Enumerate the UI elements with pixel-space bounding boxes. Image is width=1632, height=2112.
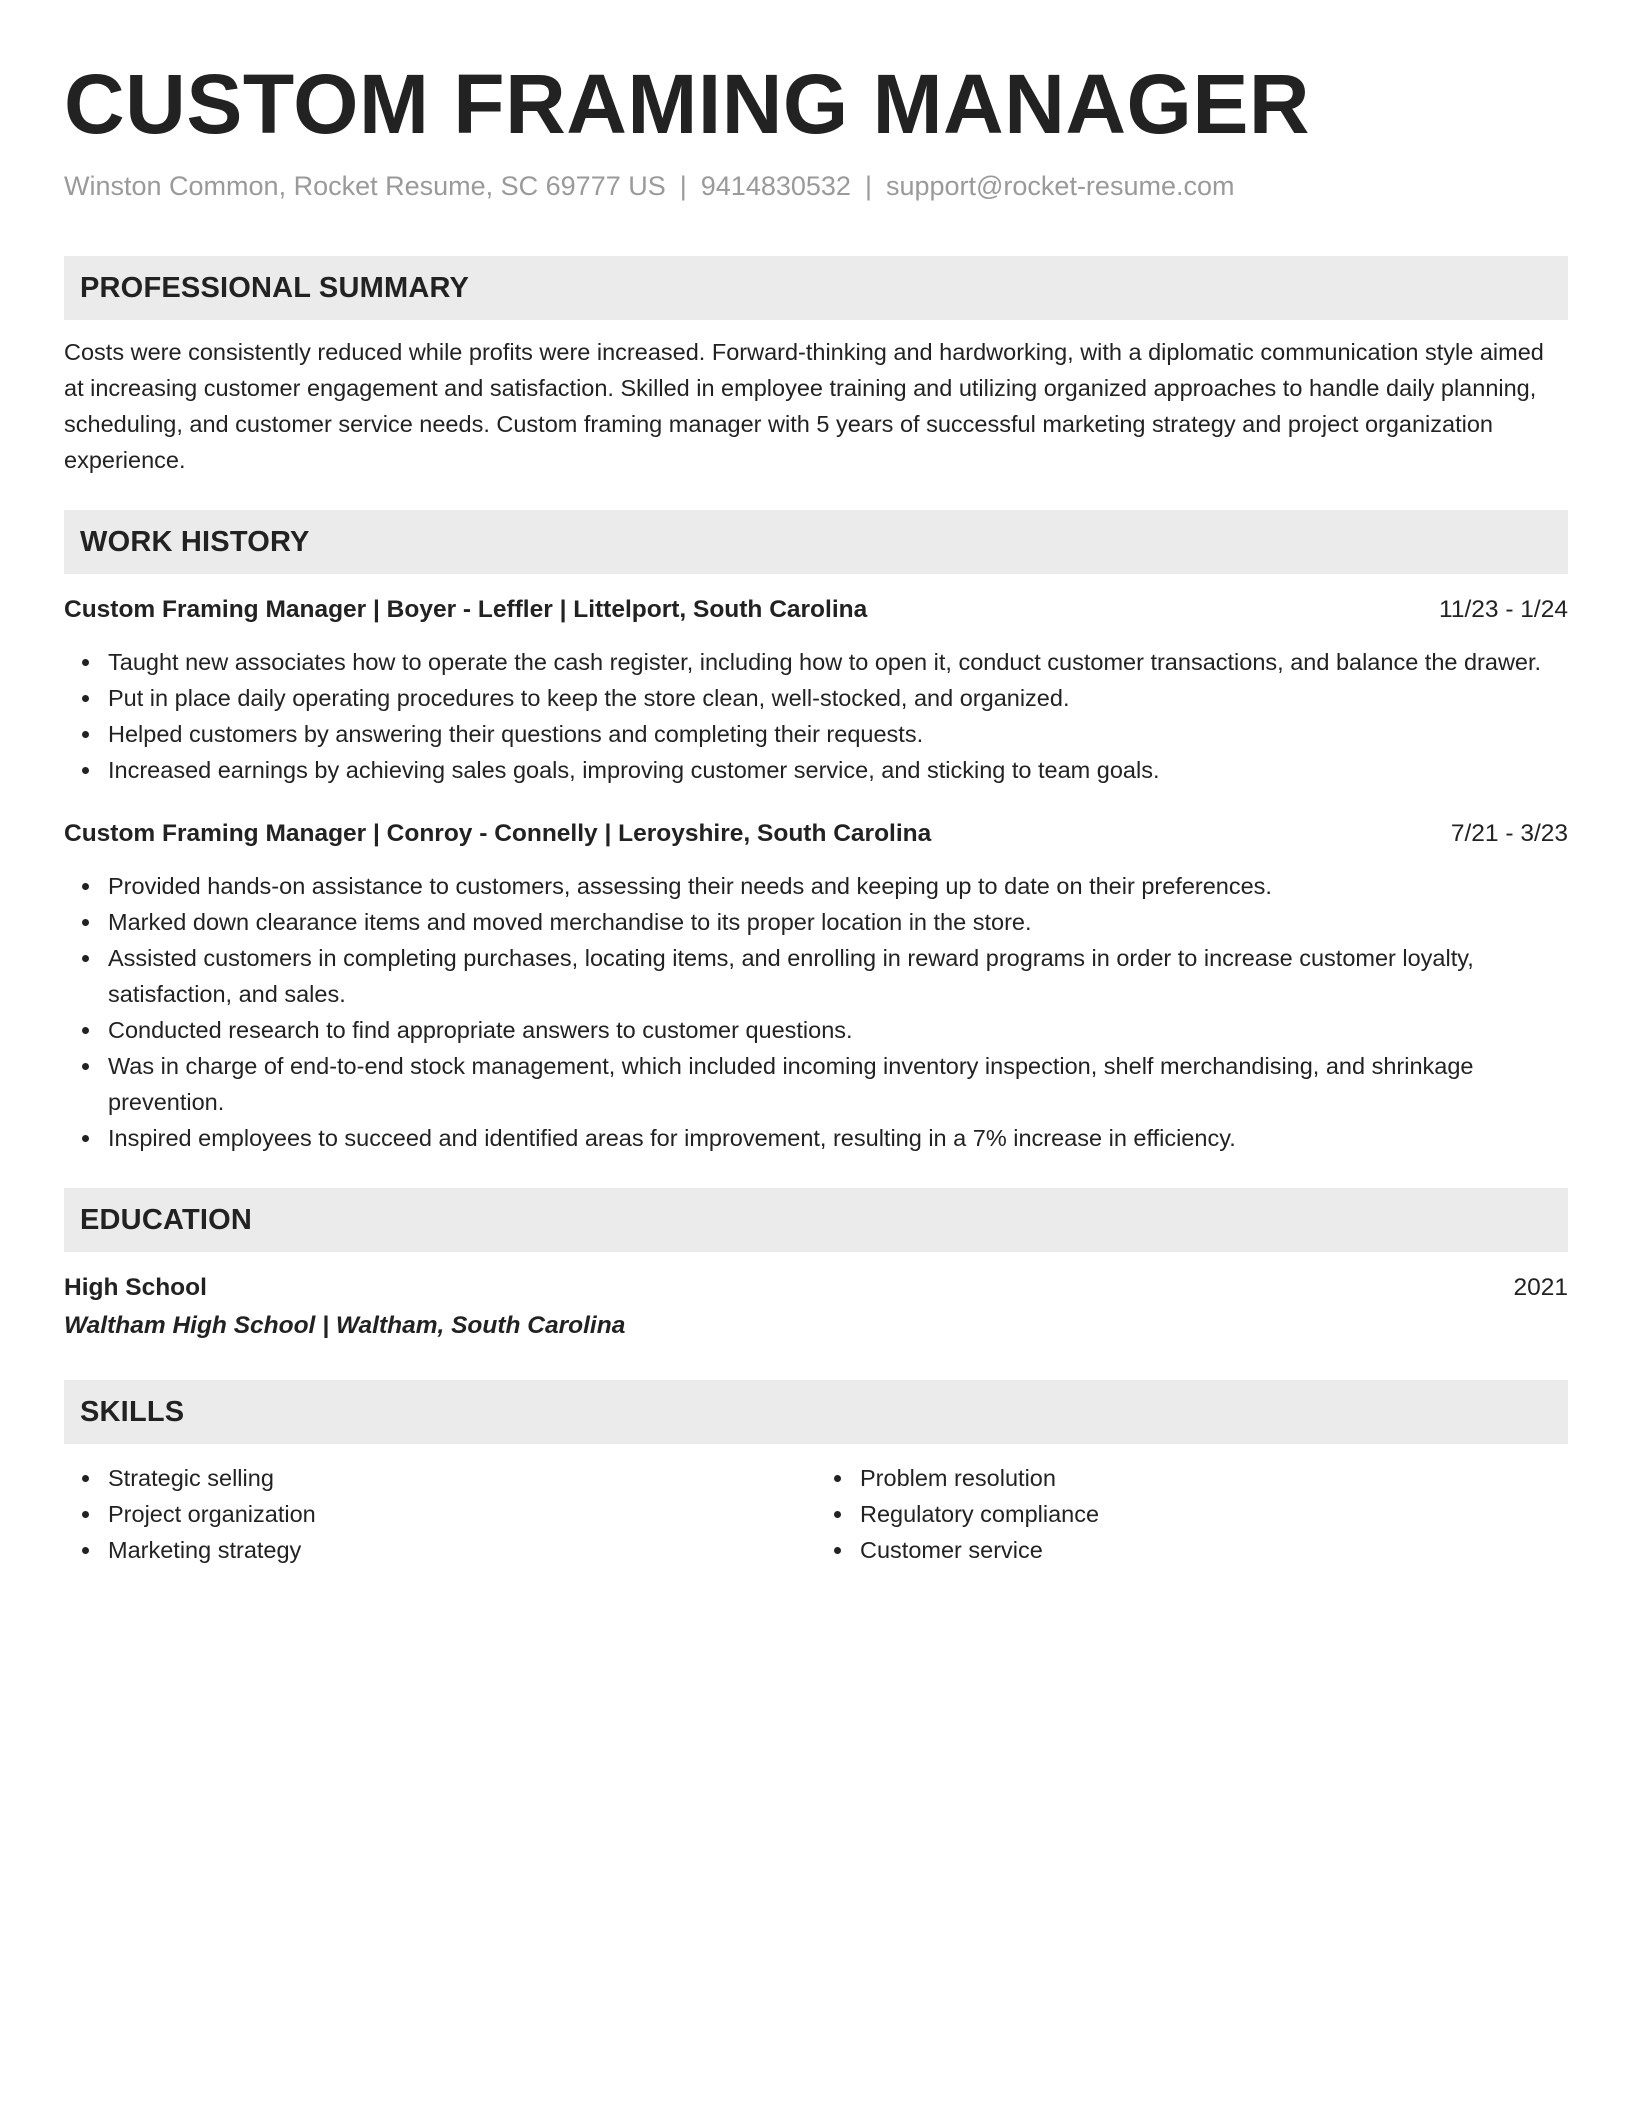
contact-address: Winston Common, Rocket Resume, SC 69777 US xyxy=(64,171,666,201)
job-header xyxy=(64,816,1568,852)
section-heading-skills: SKILLS xyxy=(64,1380,1568,1444)
job-bullet: Taught new associates how to operate the cash register, including how to open it, conduct customer transactions, and balance the drawer. xyxy=(108,644,1568,680)
skill-item: Marketing strategy xyxy=(108,1532,816,1568)
job-dates: 7/21 - 3/23 xyxy=(1450,820,1568,847)
skill-item: Problem resolution xyxy=(860,1460,1568,1496)
job-bullet: Conducted research to find appropriate answers to customer questions. xyxy=(108,1012,1568,1048)
education-year: 2021 xyxy=(1513,1274,1568,1301)
section-heading-work-history: WORK HISTORY xyxy=(64,510,1568,574)
skill-item: Customer service xyxy=(860,1532,1568,1568)
job-bullet: Put in place daily operating procedures to keep the store clean, well-stocked, and organized. xyxy=(108,680,1568,716)
skills-list xyxy=(64,1460,816,1568)
education-entry xyxy=(64,1270,1568,1344)
education-degree: High School xyxy=(64,1274,207,1301)
education-school: Waltham High School | Waltham, South Carolina xyxy=(64,1312,626,1339)
contact-line xyxy=(64,168,1568,204)
job-bullet-list xyxy=(64,868,1568,1156)
job-bullet: Increased earnings by achieving sales goals, improving customer service, and sticking to team goals. xyxy=(108,752,1568,788)
summary-paragraph: Costs were consistently reduced while profits were increased. Forward-thinking and hardworking, with a diplomatic communication style aimed at increasing customer engagement and satisfaction. Skilled in employee training and utilizing organized approaches to handle daily planning, scheduling, and customer service needs. Custom framing manager with 5 years of successful marketing strategy and project organization experience. xyxy=(64,339,1544,473)
job-bullet: Provided hands-on assistance to customers, assessing their needs and keeping up to date on their preferences. xyxy=(108,868,1568,904)
section-heading-education: EDUCATION xyxy=(64,1188,1568,1252)
skill-item: Project organization xyxy=(108,1496,816,1532)
job-title: Custom Framing Manager | Conroy - Connelly | Leroyshire, South Carolina xyxy=(64,820,932,847)
resume-name: CUSTOM FRAMING MANAGER xyxy=(64,57,1311,151)
job-bullet: Was in charge of end-to-end stock management, which included incoming inventory inspection, shelf merchandising, and shrinkage prevention. xyxy=(108,1048,1568,1120)
contact-email: support@rocket-resume.com xyxy=(885,171,1235,201)
skill-item: Regulatory compliance xyxy=(860,1496,1568,1532)
skills-column-right xyxy=(816,1460,1568,1568)
job-bullet-list xyxy=(64,644,1568,788)
job-header xyxy=(64,592,1568,628)
contact-separator: | xyxy=(864,171,872,201)
job-dates: 11/23 - 1/24 xyxy=(1439,596,1568,623)
contact-separator: | xyxy=(679,171,687,201)
skill-item: Strategic selling xyxy=(108,1460,816,1496)
section-heading-summary: PROFESSIONAL SUMMARY xyxy=(64,256,1568,320)
job-title: Custom Framing Manager | Boyer - Leffler | Littelport, South Carolina xyxy=(64,596,868,623)
job-bullet: Assisted customers in completing purchases, locating items, and enrolling in reward programs in order to increase customer loyalty, satisfaction, and sales. xyxy=(108,940,1568,1012)
job-bullet: Helped customers by answering their questions and completing their requests. xyxy=(108,716,1568,752)
job-bullet: Inspired employees to succeed and identified areas for improvement, resulting in a 7% increase in efficiency. xyxy=(108,1120,1568,1156)
education-header xyxy=(64,1270,1568,1306)
skills-grid xyxy=(64,1460,1568,1568)
job-entry xyxy=(64,816,1568,1156)
skills-list xyxy=(816,1460,1568,1568)
skills-column-left xyxy=(64,1460,816,1568)
contact-phone: 9414830532 xyxy=(700,171,851,201)
job-bullet: Marked down clearance items and moved merchandise to its proper location in the store. xyxy=(108,904,1568,940)
job-entry xyxy=(64,592,1568,788)
